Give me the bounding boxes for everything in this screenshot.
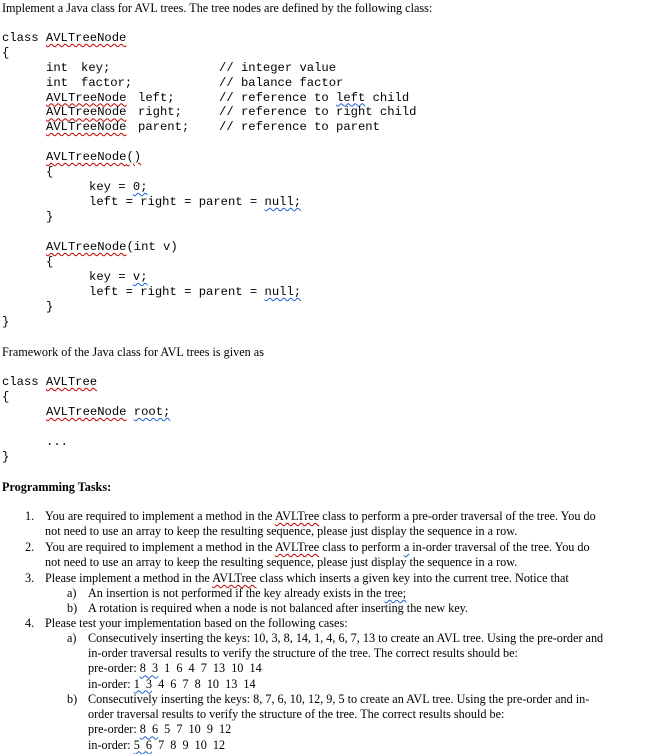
tasks-heading: Programming Tasks: xyxy=(2,480,112,494)
task-text: You are required to implement a method in the AVLTree class to perform a pre-order traversal of the tree. You do not need to use an array to keep the resulting sequence, please just display the sequence in a row. xyxy=(45,509,596,539)
node-class-declaration xyxy=(2,31,126,46)
field-comment: // reference to right child xyxy=(219,105,417,120)
ctor1-signature: AVLTreeNode() xyxy=(46,150,142,164)
field-comment: // reference to left child xyxy=(219,90,410,105)
task-number: 4. xyxy=(25,616,35,630)
field-comment: // integer value xyxy=(219,61,337,75)
task-text: Please test your implementation based on the following cases: xyxy=(45,616,348,630)
tree-class-root-field: AVLTreeNode root; xyxy=(46,405,171,419)
tree-class-declaration: class AVLTree xyxy=(2,375,98,389)
node-fields-comments xyxy=(219,61,416,135)
field-name: factor; xyxy=(81,75,133,90)
ctor1-open-brace: { xyxy=(46,165,54,179)
task-text: Please implement a method in the AVLTree class which inserts a given key into the current tree. Notice that xyxy=(45,571,569,585)
field-name: parent; xyxy=(138,120,190,135)
class-keyword: class xyxy=(2,31,46,45)
field-type: AVLTreeNode xyxy=(46,120,127,135)
node-class-close-brace: } xyxy=(2,315,10,329)
ctor2-close-brace: } xyxy=(46,300,54,314)
task-number: 2. xyxy=(25,540,35,554)
task-text: You are required to implement a method in the AVLTree class to perform a in-order traversal of the tree. You do not need to use an array to keep the resulting sequence, please just display the sequence in a row. xyxy=(45,540,590,570)
framework-text: Framework of the Java class for AVL trees is given as xyxy=(2,345,264,359)
ctor2-line2: left = right = parent = null; xyxy=(89,285,302,299)
field-name: left; xyxy=(138,90,175,105)
intro-text: Implement a Java class for AVL trees. The tree nodes are defined by the following class: xyxy=(2,1,433,15)
field-type: int xyxy=(46,61,68,75)
node-class-open-brace: { xyxy=(2,46,10,60)
field-comment: // reference to parent xyxy=(219,120,380,135)
ctor2-line1: key = v; xyxy=(89,270,148,284)
field-type: AVLTreeNode xyxy=(46,105,127,120)
ctor1-line1: key = 0; xyxy=(89,180,148,194)
ctor1-line2: left = right = parent = null; xyxy=(89,195,302,209)
task-number: 3. xyxy=(25,571,35,585)
ctor2-signature: AVLTreeNode(int v) xyxy=(46,240,178,254)
tree-class-open-brace: { xyxy=(2,390,10,404)
tree-class-ellipsis: ... xyxy=(46,435,68,449)
field-name: right; xyxy=(138,105,182,120)
task-number: 1. xyxy=(25,509,35,523)
ctor1-close-brace: } xyxy=(46,210,54,224)
tree-class-close-brace: } xyxy=(2,450,10,464)
field-type: int xyxy=(46,75,68,90)
field-name: key; xyxy=(81,61,111,75)
field-type: AVLTreeNode xyxy=(46,90,127,105)
field-comment: // balance factor xyxy=(219,75,344,90)
ctor2-open-brace: { xyxy=(46,255,54,269)
node-class-name: AVLTreeNode xyxy=(45,31,127,45)
